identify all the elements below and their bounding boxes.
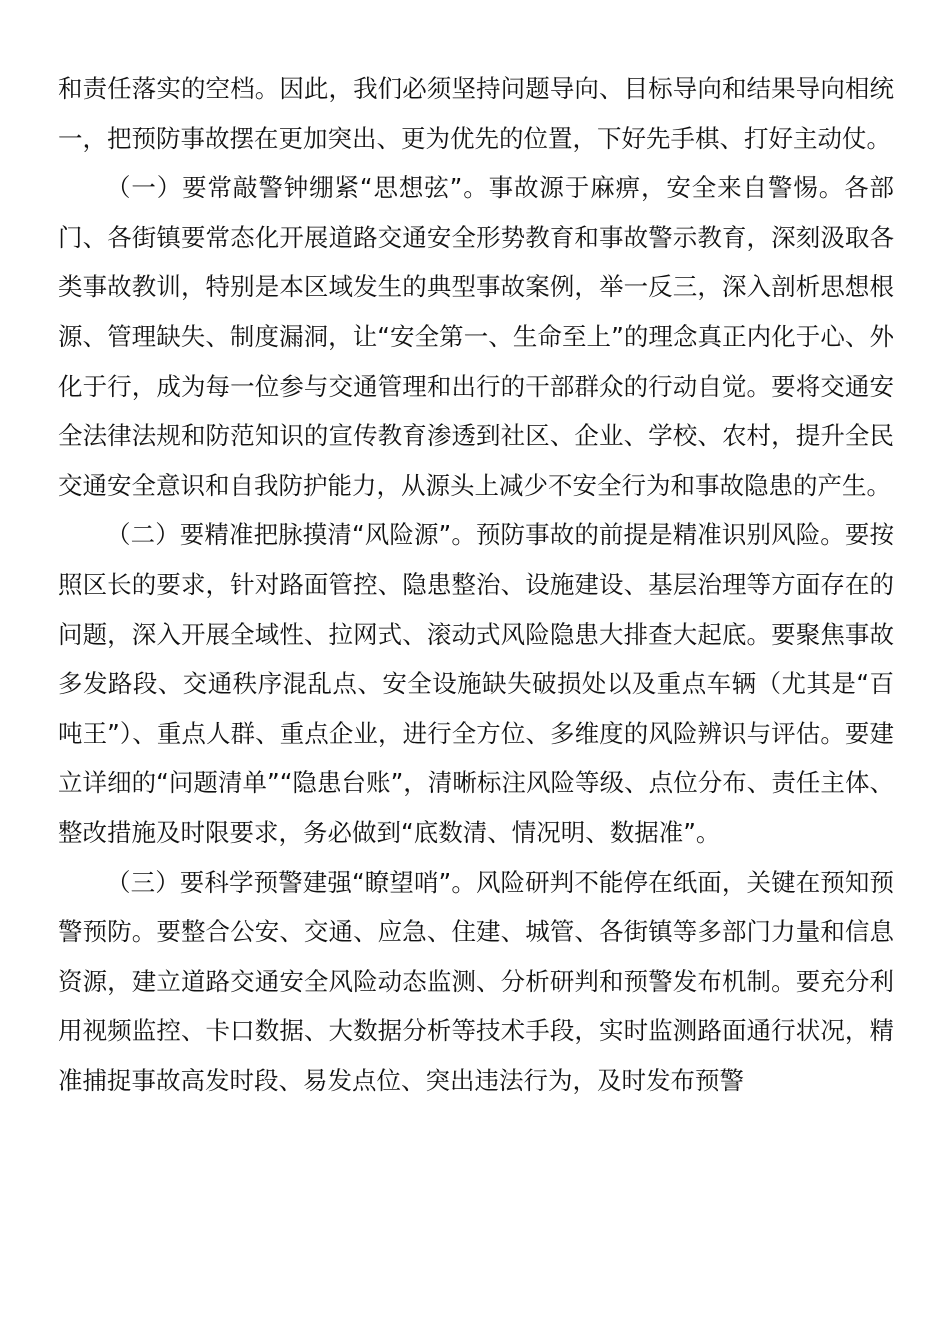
- paragraph-section-2-risk-source: （二）要精准把脉摸清“风险源”。预防事故的前提是精准识别风险。要按照区长的要求，针对路面管控、隐患整治、设施建设、基层治理等方面存在的问题，深入开展全域性、拉网式、滚动式风险隐患大排查大起底。要聚焦事故多发路段、交通秩序混乱点、安全设施缺失破损处以及重点车辆（尤其是“百吨王”）、重点人群、重点企业，进行全方位、多维度的风险辨识与评估。要建立详细的“问题清单”“隐患台账”，清晰标注风险等级、点位分布、责任主体、整改措施及时限要求，务必做到“底数清、情况明、数据准”。: [58, 520, 894, 847]
- paragraph-section-3-lookout-post: （三）要科学预警建强“瞭望哨”。风险研判不能停在纸面，关键在预知预警预防。要整合公安、交通、应急、住建、城管、各街镇等多部门力量和信息资源，建立道路交通安全风险动态监测、分析研判和预警发布机制。要充分利用视频监控、卡口数据、大数据分析等技术手段，实时监测路面通行状况，精准捕捉事故高发时段、易发点位、突出违法行为，及时发布预警: [58, 867, 894, 1095]
- document-body: [58, 64, 894, 1105]
- paragraph-continuation: 和责任落实的空档。因此，我们必须坚持问题导向、目标导向和结果导向相统一，把预防事故摆在更加突出、更为优先的位置，下好先手棋、打好主动仗。: [58, 74, 894, 153]
- paragraph-section-1-warning-bell: （一）要常敲警钟绷紧“思想弦”。事故源于麻痹，安全来自警惕。各部门、各街镇要常态化开展道路交通安全形势教育和事故警示教育，深刻汲取各类事故教训，特别是本区域发生的典型事故案例，举一反三，深入剖析思想根源、管理缺失、制度漏洞，让“安全第一、生命至上”的理念真正内化于心、外化于行，成为每一位参与交通管理和出行的干部群众的行动自觉。要将交通安全法律法规和防范知识的宣传教育渗透到社区、企业、学校、农村，提升全民交通安全意识和自我防护能力，从源头上减少不安全行为和事故隐患的产生。: [58, 173, 894, 500]
